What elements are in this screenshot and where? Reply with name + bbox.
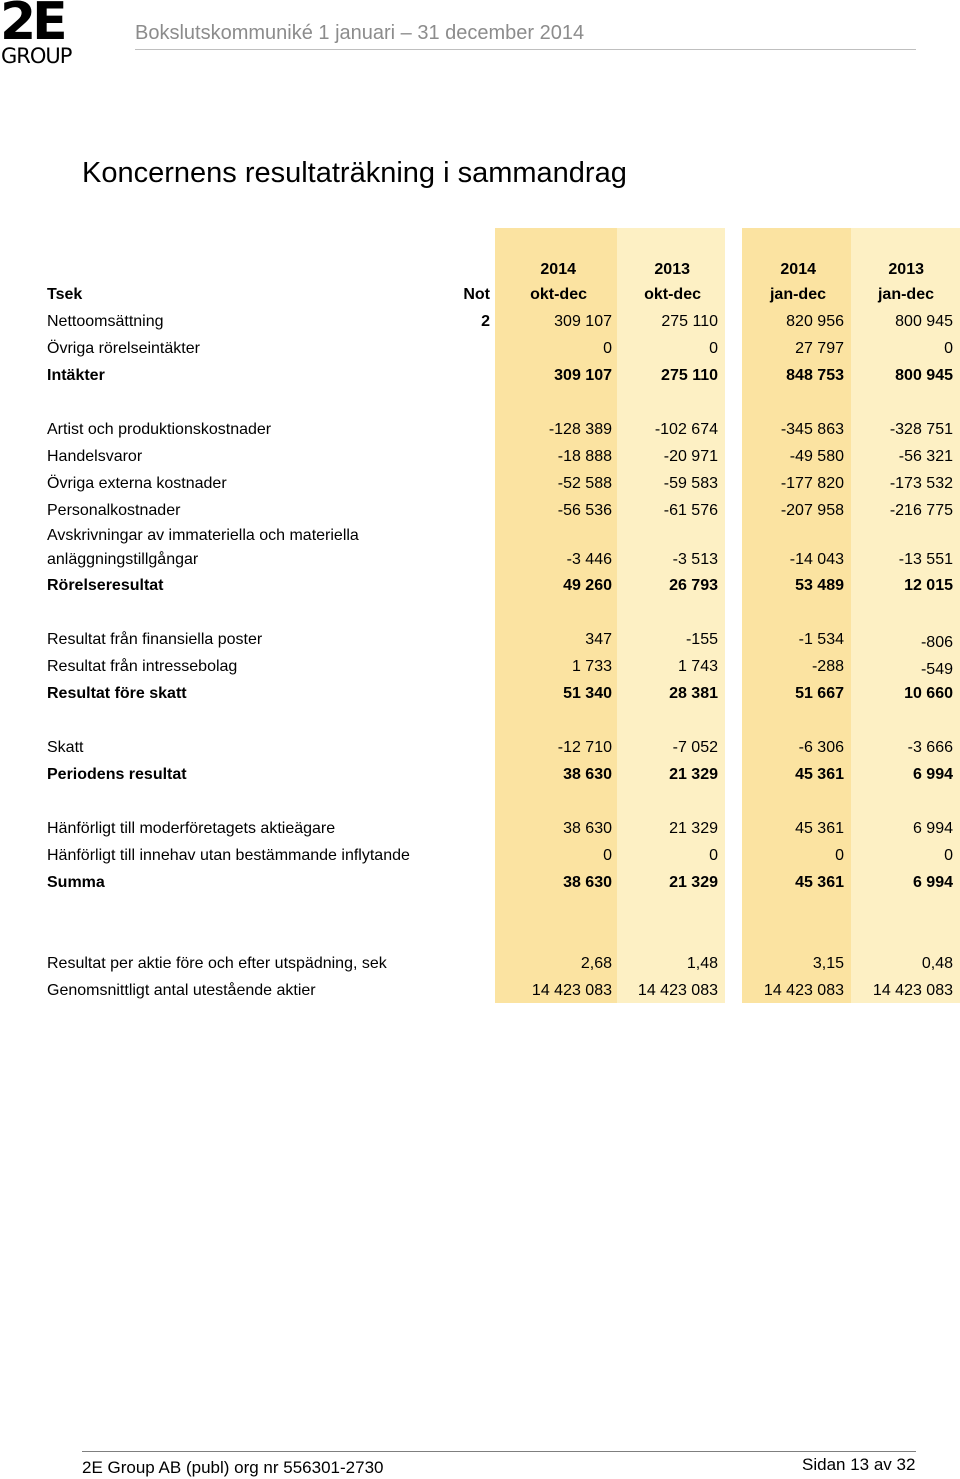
document-title: Bokslutskommuniké 1 januari – 31 december 2014: [135, 22, 585, 44]
table-row: [0, 951, 960, 977]
row-label: Skatt: [47, 739, 84, 756]
row-value: 309 107: [554, 367, 612, 384]
row-value: -3 666: [907, 739, 953, 756]
row-value: 49 260: [563, 577, 612, 594]
row-value: 21 329: [669, 766, 718, 783]
row-value: 38 630: [563, 820, 612, 837]
row-value: -1 534: [798, 631, 844, 648]
row-label: Genomsnittligt antal utestående aktier: [47, 982, 316, 999]
row-value: 26 793: [669, 577, 718, 594]
row-value: 12 015: [904, 577, 953, 594]
table-row: [0, 978, 960, 1004]
row-value: 14 423 083: [763, 982, 844, 999]
row-value: 2,68: [580, 955, 612, 972]
row-value: 0,48: [921, 955, 953, 972]
row-value: 0: [944, 340, 953, 357]
row-value: 309 107: [554, 313, 612, 330]
row-value: 0: [603, 340, 612, 357]
row-note: 2: [481, 313, 490, 330]
row-label: Resultat per aktie före och efter utspädning, sek: [47, 955, 387, 972]
row-label: Resultat från intressebolag: [47, 658, 238, 675]
col4-year: 2013: [888, 261, 924, 278]
row-label: Intäkter: [47, 367, 105, 384]
row-label: Hänförligt till moderföretagets aktieägare: [47, 820, 336, 837]
row-label: anläggningstillgångar: [47, 551, 199, 568]
row-value: -12 710: [557, 739, 612, 756]
table-row-total: [0, 762, 960, 788]
row-value: -61 576: [663, 502, 718, 519]
row-value: 21 329: [669, 820, 718, 837]
row-value: -52 588: [557, 475, 612, 492]
row-value: -59 583: [663, 475, 718, 492]
row-value: -20 971: [663, 448, 718, 465]
row-value: 0: [709, 847, 718, 864]
table-row: [0, 843, 960, 869]
row-value: -14 043: [789, 551, 844, 568]
row-value: -207 958: [780, 502, 844, 519]
row-value: 38 630: [563, 766, 612, 783]
row-value: -549: [920, 661, 953, 678]
row-value: -3 446: [566, 551, 612, 568]
table-row: [0, 523, 960, 549]
table-row: [0, 444, 960, 470]
row-value: 10 660: [904, 685, 953, 702]
row-value: 6 994: [912, 766, 953, 783]
table-row: [0, 309, 960, 335]
col2-year: 2013: [654, 261, 690, 278]
row-value: -288: [811, 658, 844, 675]
row-value: 347: [585, 631, 612, 648]
row-value: 1,48: [686, 955, 718, 972]
row-value: -177 820: [780, 475, 844, 492]
row-label: Nettoomsättning: [47, 313, 164, 330]
row-label: Resultat från finansiella poster: [47, 631, 263, 648]
table-row-total: [0, 870, 960, 896]
row-value: 21 329: [669, 874, 718, 891]
row-value: 800 945: [895, 367, 953, 384]
header-divider: [135, 49, 916, 50]
table-row: [0, 735, 960, 761]
row-value: -102 674: [654, 421, 718, 438]
row-value: -56 321: [898, 448, 953, 465]
col-label-header: Tsek: [47, 286, 83, 303]
row-value: 3,15: [812, 955, 844, 972]
row-value: 1 743: [677, 658, 718, 675]
row-value: 6 994: [912, 820, 953, 837]
row-value: 820 956: [786, 313, 844, 330]
row-label: Resultat före skatt: [47, 685, 187, 702]
row-value: 275 110: [661, 313, 718, 330]
row-value: -3 513: [672, 551, 718, 568]
row-value: 0: [944, 847, 953, 864]
row-value: 45 361: [795, 820, 844, 837]
footer-company-info: 2E Group AB (publ) org nr 556301-2730: [82, 1458, 384, 1477]
company-logo: [0, 0, 82, 70]
col-note-header: Not: [463, 286, 490, 303]
row-value: -49 580: [789, 448, 844, 465]
row-label: Summa: [47, 874, 105, 891]
row-label: Övriga externa kostnader: [47, 475, 227, 492]
row-label: Avskrivningar av immateriella och materiella: [47, 527, 359, 544]
table-row: [0, 816, 960, 842]
row-value: 0: [709, 340, 718, 357]
row-value: -328 751: [889, 421, 953, 438]
table-row: [0, 471, 960, 497]
row-label: Övriga rörelseintäkter: [47, 340, 200, 357]
table-row-total: [0, 573, 960, 599]
table-row: [0, 498, 960, 524]
row-value: -128 389: [548, 421, 612, 438]
row-value: 45 361: [795, 766, 844, 783]
row-value: -155: [685, 631, 718, 648]
row-value: 0: [603, 847, 612, 864]
col1-period: okt-dec: [530, 286, 587, 303]
row-value: 53 489: [795, 577, 844, 594]
row-value: 275 110: [661, 367, 718, 384]
row-value: 0: [835, 847, 844, 864]
row-value: 45 361: [795, 874, 844, 891]
row-value: -56 536: [557, 502, 612, 519]
row-value: -216 775: [889, 502, 953, 519]
table-row: [0, 336, 960, 362]
row-value: 1 733: [571, 658, 612, 675]
row-value: 14 423 083: [637, 982, 718, 999]
footer-divider: [82, 1451, 916, 1452]
row-value: 800 945: [895, 313, 953, 330]
col4-period: jan-dec: [877, 286, 934, 303]
row-value: -18 888: [557, 448, 612, 465]
table-row: [0, 627, 960, 653]
table-row: [0, 547, 960, 573]
row-label: Rörelseresultat: [47, 577, 164, 594]
table-row: [0, 417, 960, 443]
row-label: Periodens resultat: [47, 766, 187, 783]
row-value: -806: [920, 634, 953, 651]
row-value: -13 551: [898, 551, 953, 568]
table-row-total: [0, 681, 960, 707]
row-label: Hänförligt till innehav utan bestämmande inflytande: [47, 847, 410, 864]
row-label: Artist och produktionskostnader: [47, 421, 272, 438]
row-value: -6 306: [798, 739, 844, 756]
row-value: 14 423 083: [531, 982, 612, 999]
row-value: 27 797: [795, 340, 844, 357]
row-value: -345 863: [780, 421, 844, 438]
row-label: Handelsvaror: [47, 448, 143, 465]
row-value: 848 753: [786, 367, 844, 384]
row-value: 51 340: [563, 685, 612, 702]
row-value: -173 532: [889, 475, 953, 492]
page-title: Koncernens resultaträkning i sammandrag: [82, 157, 627, 189]
row-value: 6 994: [912, 874, 953, 891]
row-value: 38 630: [563, 874, 612, 891]
row-value: -7 052: [672, 739, 718, 756]
table-row: [0, 654, 960, 680]
col1-year: 2014: [540, 261, 576, 278]
row-label: Personalkostnader: [47, 502, 181, 519]
table-row-total: [0, 363, 960, 389]
logo-mark: 2E: [0, 0, 64, 52]
col3-year: 2014: [780, 261, 816, 278]
row-value: 28 381: [669, 685, 718, 702]
col2-period: okt-dec: [644, 286, 701, 303]
row-value: 51 667: [795, 685, 844, 702]
col3-period: jan-dec: [769, 286, 826, 303]
page-number: Sidan 13 av 32: [802, 1455, 916, 1474]
logo-wordmark: GROUP: [1, 44, 72, 68]
row-value: 14 423 083: [872, 982, 953, 999]
